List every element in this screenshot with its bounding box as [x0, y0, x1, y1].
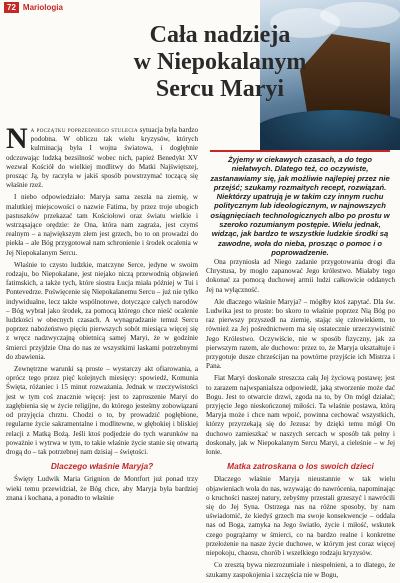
- wave-shape: [260, 110, 400, 150]
- pull-quote: Żyjemy w ciekawych czasach, a do tego niełatwych. Dlatego też, co oczywiste, zastanawiamy się, jak możliwie najlepiej przez nie przejść; szukamy rozmaitych recept, rozwiązań. Niektórzy upatrują je w takim czy innym ruchu politycznym lub ideologicznym, w najnowszych osiągnięciach technologicznych albo po prostu w szeroko rozumianym postępie. Wielu jednak, widząc, jak bardzo te wszystkie ludzkie środki są zawodne, woła do nieba, prosząc o pomoc i o poprowadzenie.: [210, 150, 390, 257]
- article-title: [80, 22, 360, 103]
- paragraph: Dlaczego właśnie Maryja nieustannie w tak wielu objawieniach woła do nas, wzywając do nawrócenia, napominając o kruchości naszej natury, zebyśmy przestali grzeszyć i nawrócili się do Jej Syna. Ostrzega nas na różne sposoby, by nam uświadomić, że kiedyś grzech ma swoje konsekwencje – oddala nas od Boga, zamyka na Jego światło, życie i miłość, wskutek czego pogrążamy w śmierci, co na bardzo realne i konkretne przełożenie na nasze życie duchowe, w którym jest coraz więcej niepokoju, chaosu, chorób i wszelkiego rodzaju kryzysów.: [206, 475, 395, 558]
- subheading: Dlaczego właśnie Maryja?: [50, 461, 154, 472]
- paragraph: Co zresztą bywa niezrozumiałe i niespełnieni, a to dlatego, że szukamy zaspokojenia i szczęścia nie w Bogu,: [206, 561, 395, 579]
- title-line: w Niepokalanym: [133, 49, 307, 75]
- paragraph: Święty Ludwik Maria Grignion de Montfort już ponad trzy wieki temu przewidział, że Bóg chce, aby Maryja była bardziej znana i kochana, a ponadto to właśnie: [6, 475, 198, 502]
- paragraph: Zewnętrzne warunki są proste – wystarczy akt ofiarowania, a oprócz tego przez pięć kolejnych miesięcy: spowiedź, Komunia Święta, różaniec i 15 minut rozważania. Jednak w rzeczywistości jest w tym coś znacznie więcej: jest to zaproszenie Maryi do zagłębienia się w życie religijne, do którego jesteśmy zobowiązani od przyjęcia chrztu. Chodzi o to, by prowadzić pogłębione, regularne życie sakramentalne i modlitewne, w głębokiej i bliskiej relacji z Matką Bożą. Jeśli ktoś podjedzie do tych warunków na poważnie i wytrwa w tym, to takie właśnie życie stanie się otwartą drogą do – tak potrzebnej nam dzisiaj – świętości.: [6, 365, 198, 456]
- page-header: [0, 0, 244, 14]
- title-line: Sercu Maryi: [155, 76, 285, 102]
- text-column-right: [206, 258, 395, 583]
- lead-caps: a początku poprzedniego stulecia: [30, 126, 138, 134]
- paragraph: [6, 122, 198, 190]
- paragraph-text: sytuacja była bardzo podobna. W obliczu tak wielu kryzysów, których kulminacją była I wojna światowa, i dogłębnie odczuwając ludzką bezsilność wobec nich, papież Benedykt XV wezwał Kościół do wielkiej modlitwy do Matki Najświętszej, prosząc Ją, by raczyła w jakiś sposób powstrzymać toczącą się właśnie rzeź.: [6, 126, 198, 190]
- section-tag: Mariologia: [22, 2, 63, 12]
- text-column-left: [6, 122, 198, 506]
- paragraph: Fiat Maryi doskonale streszcza całą Jej życiową postawę; jest to zarazem najwspanialsza odpowiedź, jaką stworzenie może dać Bogu. Jest to otwarcie drzwi, zgoda na to, by On mógł działać; przyjęcie Jego nieskończonej miłości. Ta właśnie postawa, którą Maryja może i chce nam wpoić, powinna cechować wszystkich, którzy przyrzekają się do Jezusa: by dzięki temu mógł On duchowo zamieszkać w naszych sercach w sposób tak pełny i doskonały, jak w Niepokalanym Sercu Maryi, a cieleśnie – w Jej łonie.: [206, 374, 395, 457]
- drop-cap: N: [6, 122, 28, 155]
- subheading: Matka zatroskana o los swoich dzieci: [227, 461, 374, 472]
- title-line: Cała nadzieja: [149, 22, 291, 48]
- paragraph: Ona przyniosła ad Niego zadanie przygotowania drogi dla Chrystusa, by mogło zapanować Jego królestwo. Miałaby tego dokonać za pomocą duchowej armii ludzi całkowicie oddanych Jej na wyłączność.: [206, 258, 395, 294]
- paragraph: Ale dlaczego właśnie Maryja? – mógłby ktoś zapytać. Dla św. Ludwika jest to proste: bo skoro to właśnie poprzez Nią Bóg po raz pierwszy przyszedł na ziemię, stając się człowiekiem, to również za Jej pośrednictwem ma się ostatecznie urzeczywistnić Jego Królestwo. Oczywiście, nie w sposób fizyczny, jak za pierwszym razem, ale duchowo: przez to, że Maryja ukształtuje i przygotuje dusze chrześcijan na powtórne przyjście ich Mistrza i Pana.: [206, 297, 395, 371]
- paragraph: I niebo odpowiedziało: Maryja sama zeszła na ziemię, w malutkiej miejscowości o nazwie Fatima, by przez troje ubogich pastuszków przekazać tam Kościołowi oraz światu wielkie i wstrząsające orędzie: że Ona, która nam zagraża, jest czymś realnym – a największym złem jest grzech, bo to on prowadzi do piekła – ale Bóg przygotował nam schronienie i środek ocalenia w Jej Niepokalanym Sercu.: [6, 193, 198, 257]
- page-number: 72: [4, 2, 19, 13]
- paragraph: Właśnie to czysto ludzkie, matczyne Serce, jedyne w swoim rodzaju, bo Niepokalane, jest niejako niczą przewodnią objawień fatimskich, a także tych, które siostra Łucja miała później w Tui i Pontevedrze. Poświęcenie się Niepokalanemu Sercu – już nie tylko indywidualne, lecz także wspólnotowe, dotyczące całych narodów – Bóg wybrał jako środek, za pomocą którego chce nieść ocalenie ludzkości w obecnych czasach. A wynagradzanie temuż Sercu poprzez nabożeństwo pięciu pierwszych sobót miesiąca więcej się z wręcz nadzwyczajną obietnicą samej Maryi, że w godzinie śmierci przyjdzie Ona do nas ze wszystkimi łaskami potrzebnymi do zbawienia.: [6, 260, 198, 361]
